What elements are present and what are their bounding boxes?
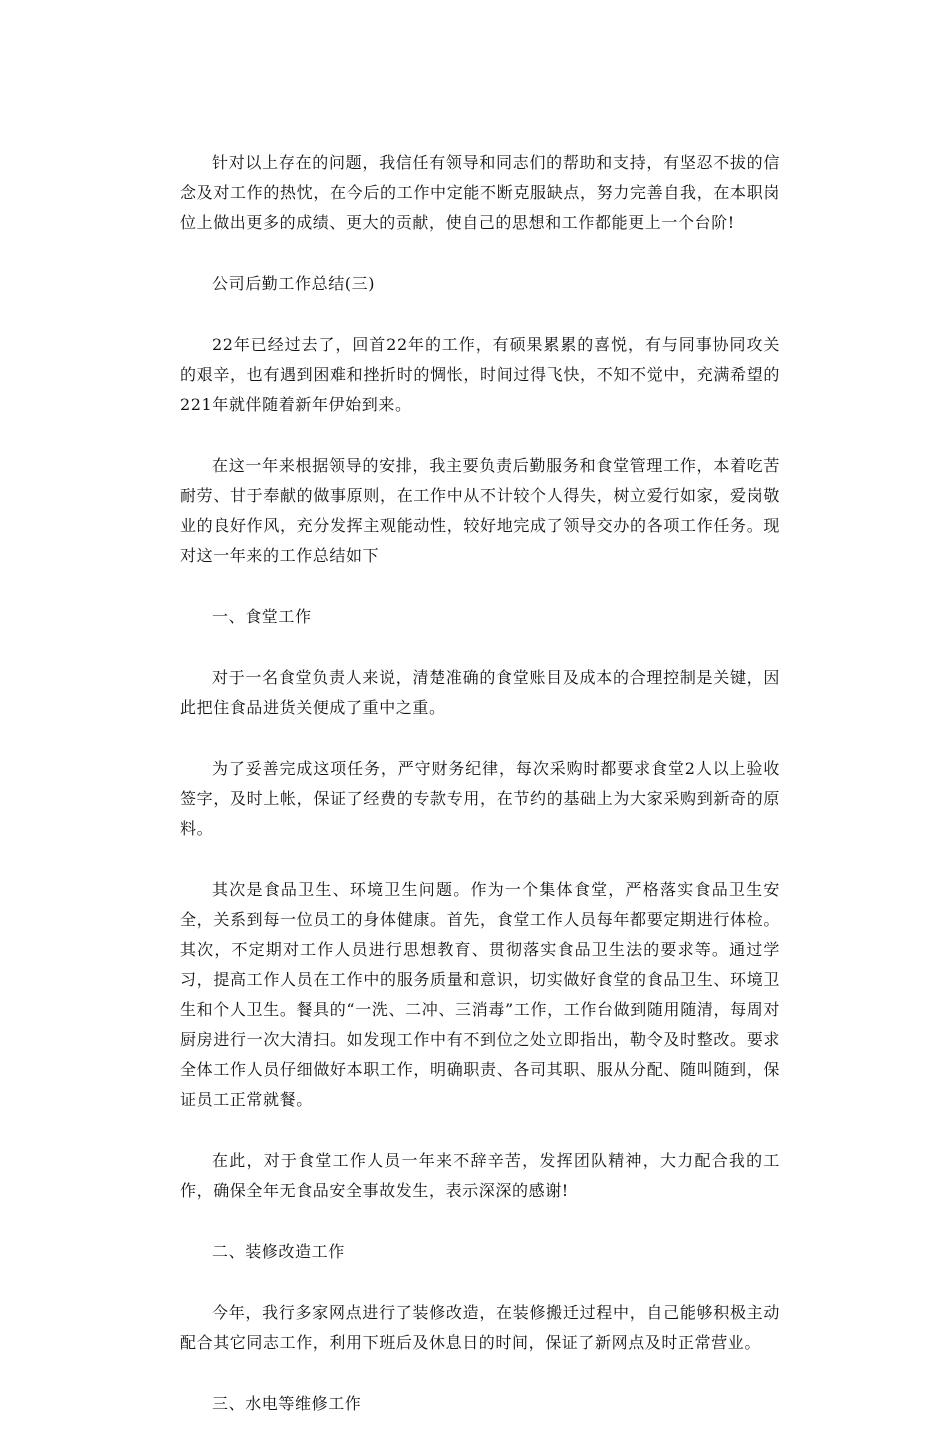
paragraph-thanks-staff: 在此，对于食堂工作人员一年来不辞辛苦，发挥团队精神，大力配合我的工作，确保全年无食品安全事故发生，表示深深的感谢!	[180, 1151, 780, 1200]
heading-maintenance-work: 三、水电等维修工作	[212, 1394, 362, 1413]
heading-canteen-work: 一、食堂工作	[212, 607, 312, 626]
document-body	[180, 148, 780, 1450]
paragraph-canteen-accounts: 对于一名食堂负责人来说，清楚准确的食堂账目及成本的合理控制是关键，因此把住食品进货关便成了重中之重。	[180, 668, 780, 717]
paragraph-renovation: 今年，我行多家网点进行了装修改造，在装修搬迁过程中，自己能够积极主动配合其它同志工作，利用下班后及休息日的时间，保证了新网点及时正常营业。	[180, 1303, 780, 1352]
heading-renovation-work: 二、装修改造工作	[212, 1242, 345, 1261]
paragraph-food-hygiene: 其次是食品卫生、环境卫生问题。作为一个集体食堂，严格落实食品卫生安全，关系到每一位员工的身体健康。首先，食堂工作人员每年都要定期进行体检。其次，不定期对工作人员进行思想教育、贯彻落实食品卫生法的要求等。通过学习，提高工作人员在工作中的服务质量和意识，切实做好食堂的食品卫生、环境卫生和个人卫生。餐具的“一洗、二冲、三消毒”工作，工作台做到随用随清，每周对厨房进行一次大清扫。如发现工作中有不到位之处立即指出，勒令及时整改。要求全体工作人员仔细做好本职工作，明确职责、各司其职、服从分配、随叫随到，保证员工正常就餐。	[180, 880, 780, 1109]
paragraph-year-review: 22年已经过去了，回首22年的工作，有硕果累累的喜悦，有与同事协同攻关的艰辛，也有遇到困难和挫折时的惆怅，时间过得飞快，不知不觉中，充满希望的221年就伴随着新年伊始到来。	[180, 335, 780, 414]
section-title-logistics-summary: 公司后勤工作总结(三)	[212, 274, 376, 293]
paragraph-problems-commitment: 针对以上存在的问题，我信任有领导和同志们的帮助和支持，有坚忍不拔的信念及对工作的热忱，在今后的工作中定能不断克服缺点，努力完善自我，在本职岗位上做出更多的成绩、更大的贡献，使自己的思想和工作都能更上一个台阶!	[180, 153, 780, 232]
paragraph-purchasing: 为了妥善完成这项任务，严守财务纪律，每次采购时都要求食堂2人以上验收签字，及时上帐，保证了经费的专款专用，在节约的基础上为大家采购到新奇的原料。	[180, 759, 780, 838]
paragraph-responsibilities: 在这一年来根据领导的安排，我主要负责后勤服务和食堂管理工作，本着吃苦耐劳、甘于奉献的做事原则，在工作中从不计较个人得失，树立爱行如家，爱岗敬业的良好作风，充分发挥主观能动性，较好地完成了领导交办的各项工作任务。现对这一年来的工作总结如下	[180, 456, 780, 565]
